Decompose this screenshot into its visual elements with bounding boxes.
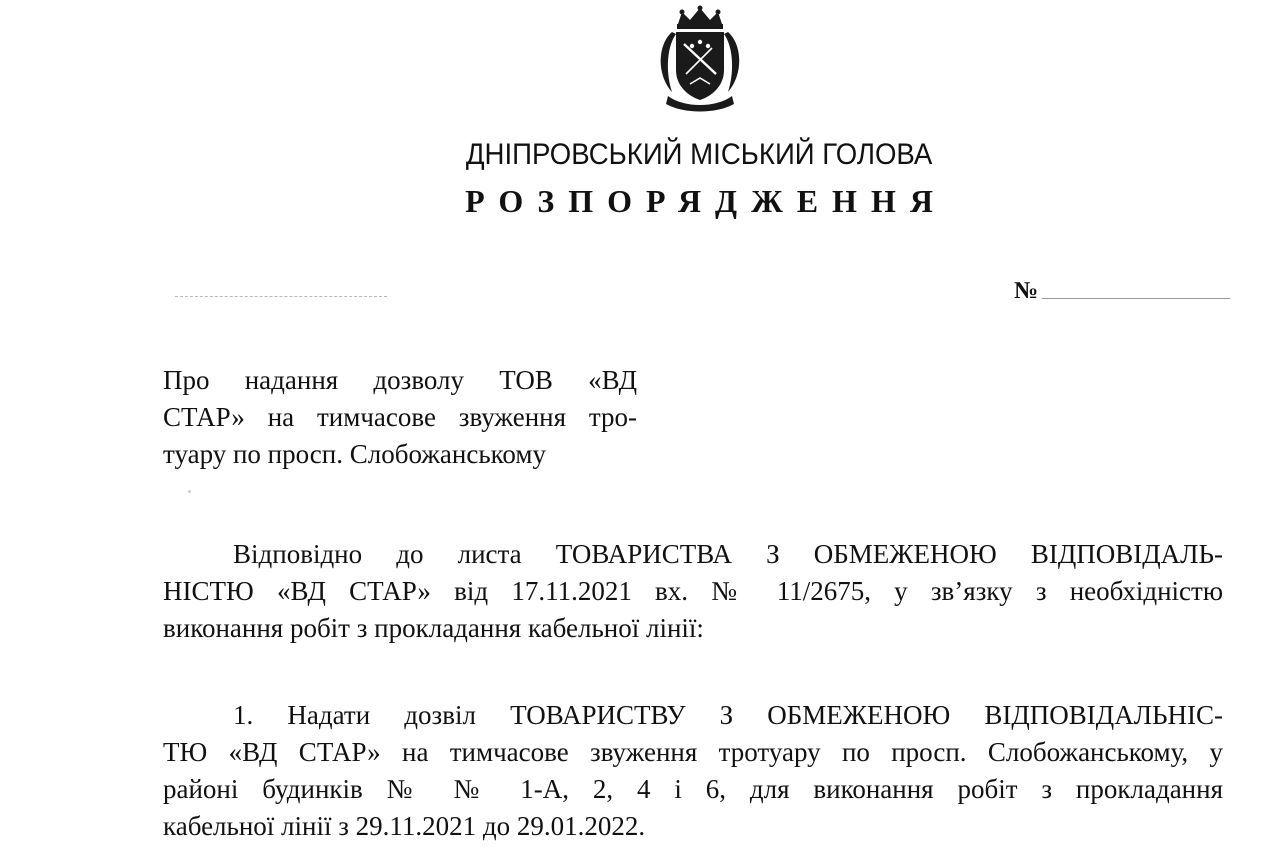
date-blank-line — [175, 296, 387, 297]
issuer-title: ДНІПРОВСЬКИЙ МІСЬКИЙ ГОЛОВА — [465, 138, 933, 171]
number-blank-line — [1042, 298, 1230, 299]
paragraph-line: НІСТЮ «ВД СТАР» від 17.11.2021 вх. № 11/2675, у зв’язку з необхідністю — [163, 576, 1223, 606]
paragraph-line: ТЮ «ВД СТАР» на тимчасове звуження тротуару по просп. Слобожанському, у — [163, 737, 1223, 767]
number-label: № — [1014, 278, 1039, 304]
paragraph-line: районі будинків № № 1-А, 2, 4 і 6, для виконання робіт з прокладання — [163, 774, 1223, 804]
paragraph-line: 1. Надати дозвіл ТОВАРИСТВУ З ОБМЕЖЕНОЮ ВІДПОВІДАЛЬНІС- — [233, 700, 1223, 730]
subject-line: Про надання дозволу ТОВ «ВД — [163, 365, 637, 395]
subject-block — [163, 362, 637, 473]
paragraph-line: кабельної лінії з 29.11.2021 до 29.01.2022. — [163, 811, 646, 841]
clause-1-paragraph — [163, 697, 1223, 845]
subject-line: СТАР» на тимчасове звуження тро- — [163, 402, 637, 432]
subject-line: туару по просп. Слобожанському — [163, 439, 546, 469]
document-type-title: РОЗПОРЯДЖЕННЯ — [465, 183, 947, 219]
paragraph-line: виконання робіт з прокладання кабельної лінії: — [163, 613, 704, 643]
paragraph-line: Відповідно до листа ТОВАРИСТВА З ОБМЕЖЕНОЮ ВІДПОВІДАЛЬ- — [233, 539, 1223, 569]
preamble-paragraph — [163, 536, 1223, 647]
scan-speck — [188, 490, 191, 493]
dnipro-coat-of-arms-icon — [650, 4, 750, 112]
